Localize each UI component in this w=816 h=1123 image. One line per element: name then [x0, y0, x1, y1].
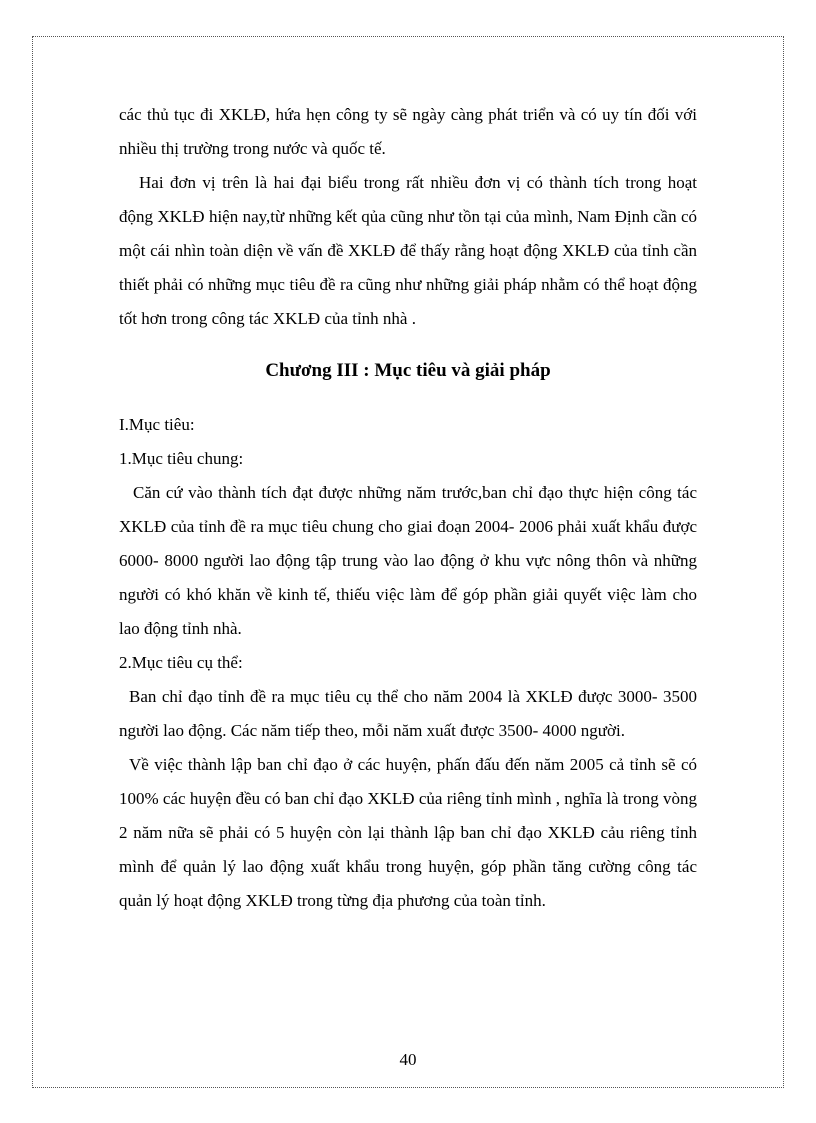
section-heading: I.Mục tiêu:	[119, 415, 195, 434]
document-body	[119, 98, 697, 918]
paragraph-continuation: các thủ tục đi XKLĐ, hứa hẹn công ty sẽ ngày càng phát triển và có uy tín đối với nhiều thị trường trong nước và quốc tế.	[119, 105, 697, 158]
paragraph-general-goal: Căn cứ vào thành tích đạt được những năm trước,ban chỉ đạo thực hiện công tác XKLĐ của tỉnh đề ra mục tiêu chung cho giai đoạn 2004- 2006 phải xuất khẩu được 6000- 8000 người lao động tập trung vào lao động ở khu vực nông thôn và những người có khó khăn về kinh tế, thiếu việc làm để góp phần giải quyết việc làm cho lao động tỉnh nhà.	[119, 483, 697, 638]
paragraph-specific-goal: Ban chỉ đạo tỉnh đề ra mục tiêu cụ thể cho năm 2004 là XKLĐ được 3000- 3500 người lao động. Các năm tiếp theo, mỗi năm xuất được 3500- 4000 người.	[119, 687, 697, 740]
subsection-heading-specific: 2.Mục tiêu cụ thể:	[119, 653, 243, 672]
paragraph-district-boards: Về việc thành lập ban chỉ đạo ở các huyện, phấn đấu đến năm 2005 cả tỉnh sẽ có 100% các huyện đều có ban chỉ đạo XKLĐ của riêng tỉnh mình , nghĩa là trong vòng 2 năm nữa sẽ phải có 5 huyện còn lại thành lập ban chỉ đạo XKLĐ cảu riêng tỉnh mình để quản lý lao động xuất khẩu trong huyện, góp phần tăng cường công tác quản lý hoạt động XKLĐ trong từng địa phương của toàn tỉnh.	[119, 755, 697, 910]
paragraph-summary: Hai đơn vị trên là hai đại biểu trong rất nhiều đơn vị có thành tích trong hoạt động XKLĐ hiện nay,từ những kết qủa cũng như tồn tại của mình, Nam Định cần có một cái nhìn toàn diện về vấn đề XKLĐ để thấy rằng hoạt động XKLĐ của tỉnh cần thiết phải có những mục tiêu đề ra cũng như những giải pháp nhằm có thể hoạt động tốt hơn trong công tác XKLĐ của tỉnh nhà .	[119, 173, 697, 328]
chapter-title: Chương III : Mục tiêu và giải pháp	[265, 360, 551, 381]
subsection-heading-general: 1.Mục tiêu chung:	[119, 449, 244, 468]
page-number: 40	[399, 1050, 417, 1069]
